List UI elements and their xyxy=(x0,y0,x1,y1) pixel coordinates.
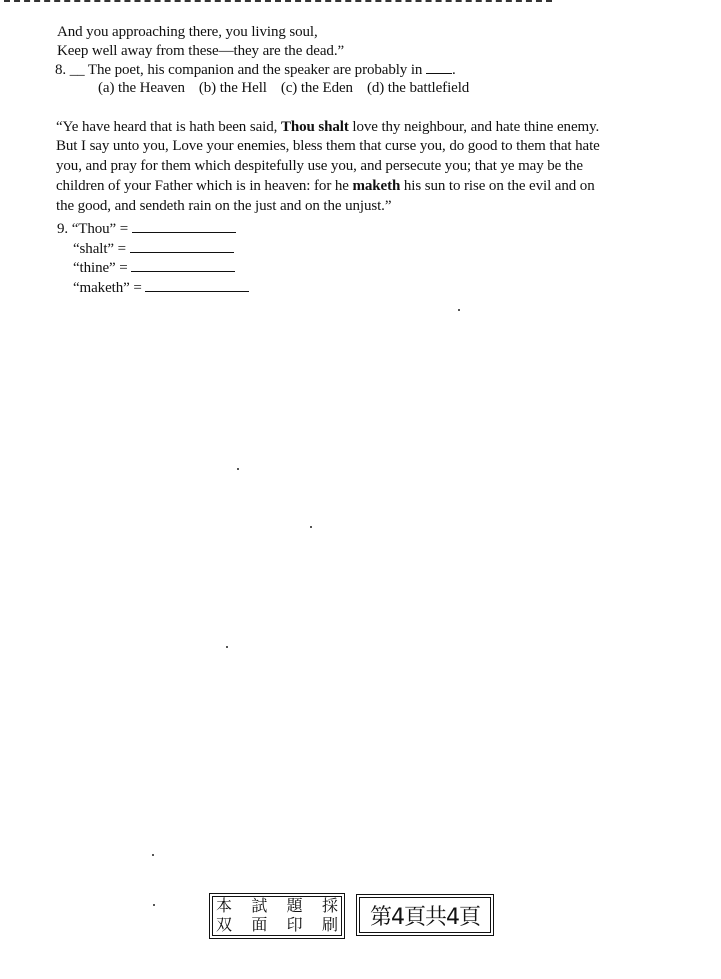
question-8-answer-blank[interactable] xyxy=(426,61,452,74)
stamp-row-2 xyxy=(213,915,341,934)
question-9-item-maketh xyxy=(73,279,249,297)
stamp-char: 面 xyxy=(251,915,268,934)
stamp-row-1 xyxy=(213,896,341,915)
question-9-blank-thou[interactable] xyxy=(132,220,236,233)
scan-speck xyxy=(458,309,460,311)
scan-speck xyxy=(310,526,312,528)
passage-line-3: you, and pray for them which despitefully use you, and persecute you; that ye may be the xyxy=(56,158,583,174)
stamp-char: 題 xyxy=(286,896,303,915)
stamp-char: 刷 xyxy=(321,915,338,934)
passage-line-1 xyxy=(56,118,599,136)
passage-line-4-start: children of your Father which is in heaven: for he xyxy=(56,178,353,194)
question-9-blank-maketh[interactable] xyxy=(145,279,249,292)
question-9-item-thine xyxy=(73,259,235,277)
question-9-blank-shalt[interactable] xyxy=(130,240,234,253)
question-8-stem-end: . xyxy=(451,62,456,78)
question-9-item-shalt xyxy=(73,240,234,258)
question-9-term-shalt: “shalt” = xyxy=(73,241,126,257)
question-9-blank-thine[interactable] xyxy=(131,259,235,272)
question-8-number: 8. xyxy=(55,62,67,78)
question-8-option-c[interactable]: (c) the Eden xyxy=(280,80,353,96)
stamp-char: 採 xyxy=(321,896,338,915)
passage-line-1-end: love thy neighbour, and hate thine enemy. xyxy=(348,119,600,135)
question-9-item-thou xyxy=(57,220,236,238)
scan-speck xyxy=(237,468,239,470)
stamp-char: 本 xyxy=(216,896,233,915)
question-9-term-maketh: “maketh” = xyxy=(73,280,142,296)
page-number-stamp xyxy=(356,894,494,936)
passage-line-4-end: his sun to rise on the evil and on xyxy=(400,178,595,194)
question-8-stem xyxy=(55,61,456,79)
scan-speck xyxy=(226,646,228,648)
question-8-option-b[interactable]: (b) the Hell xyxy=(198,80,267,96)
stamp-char: 双 xyxy=(216,915,233,934)
question-9-term-thine: “thine” = xyxy=(73,260,128,276)
double-sided-print-stamp xyxy=(209,893,345,939)
passage-line-2: But I say unto you, Love your enemies, bless them that curse you, do good to them that hate xyxy=(56,138,600,154)
question-8-prefix-blank: __ xyxy=(69,62,85,78)
question-9-term-thou: “Thou” = xyxy=(71,221,129,237)
question-8-stem-text: The poet, his companion and the speaker are probably in xyxy=(87,62,423,78)
stamp-char: 試 xyxy=(251,896,268,915)
question-8-option-d[interactable]: (d) the battlefield xyxy=(366,80,470,96)
scan-speck xyxy=(153,904,155,906)
poem-line-1: And you approaching there, you living soul, xyxy=(57,24,318,40)
question-8-options xyxy=(98,79,469,97)
top-dashed-rule xyxy=(4,0,552,2)
question-8-option-a[interactable]: (a) the Heaven xyxy=(98,80,185,96)
question-9-number: 9. xyxy=(57,221,69,237)
page-number-label: 第4頁共4頁 xyxy=(370,904,480,930)
poem-line-2: Keep well away from these—they are the dead.” xyxy=(57,43,345,59)
passage-bold-thou-shalt: Thou shalt xyxy=(280,119,349,135)
scan-speck xyxy=(152,854,154,856)
stamp-char: 印 xyxy=(286,915,303,934)
passage-line-1-start: “Ye have heard that is hath been said, xyxy=(56,119,281,135)
passage-bold-maketh: maketh xyxy=(352,178,401,194)
passage-line-5: the good, and sendeth rain on the just and on the unjust.” xyxy=(56,198,392,214)
passage-line-4 xyxy=(56,177,595,195)
